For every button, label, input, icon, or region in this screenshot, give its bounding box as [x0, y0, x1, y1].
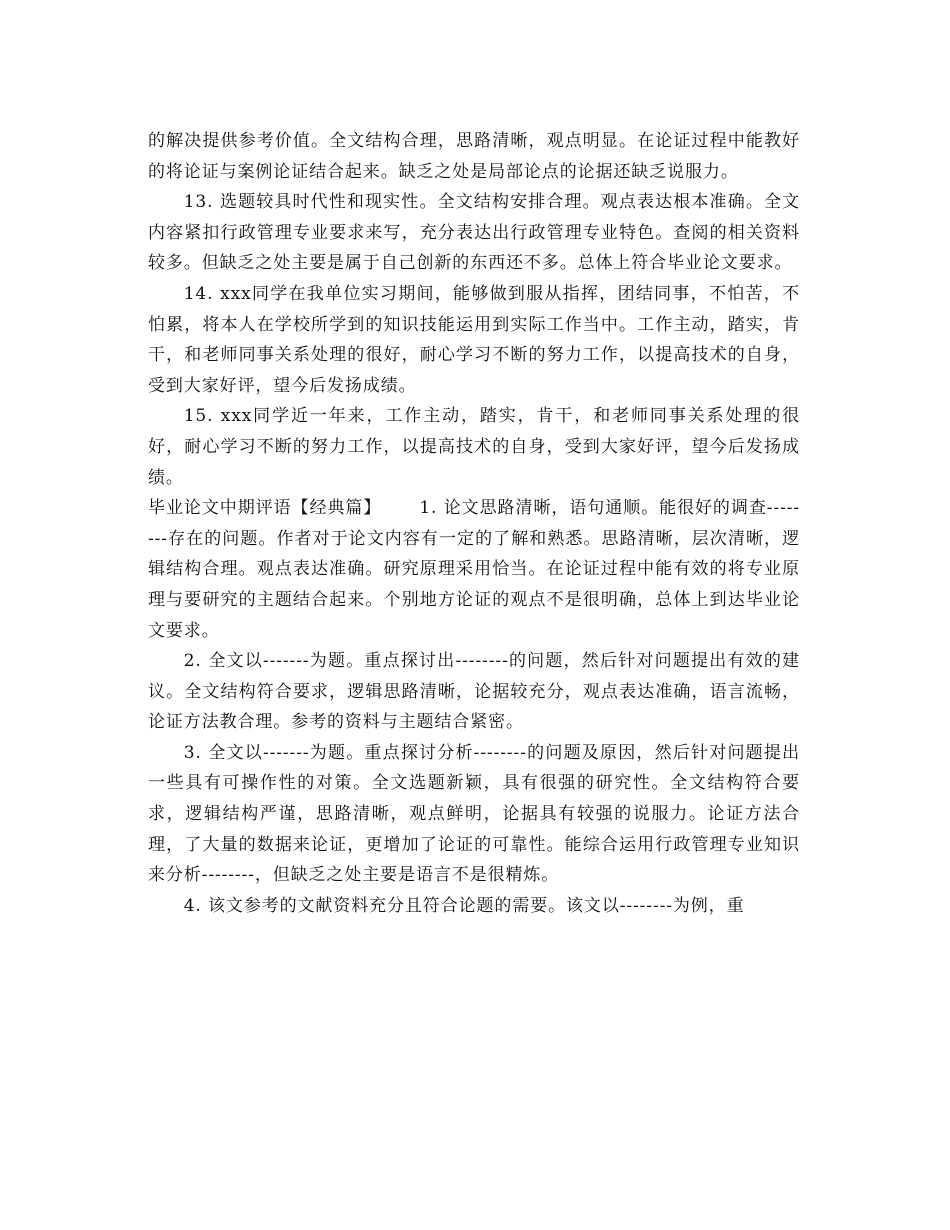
paragraph-number: 4.	[183, 895, 202, 916]
paragraph-15	[148, 401, 800, 493]
paragraph-2	[148, 646, 800, 738]
paragraph-section-1	[148, 493, 800, 646]
paragraph-text: 选题较具时代性和现实性。全文结构安排合理。观点表达根本准确。全文内容紧扣行政管理专业要求来写，充分表达出行政管理专业特色。查阅的相关资料较多。但缺乏之处主要是属于自己创新的东西还不多。总体上符合毕业论文要求。	[148, 192, 800, 274]
paragraph-number: 3.	[183, 742, 202, 763]
paragraph-text: xxx同学近一年来，工作主动，踏实，肯干，和老师同事关系处理的很好，耐心学习不断的努力工作，以提高技术的自身，受到大家好评，望今后发扬成绩。	[148, 406, 800, 488]
paragraph-3	[148, 738, 800, 891]
paragraph-number: 15.	[183, 406, 214, 427]
paragraph-text: 全文以-------为题。重点探讨分析--------的问题及原因，然后针对问题提出一些具有可操作性的对策。全文选题新颖，具有很强的研究性。全文结构符合要求，逻辑结构严谨，思路清晰，观点鲜明，论据具有较强的说服力。论证方法合理，了大量的数据来论证，更增加了论证的可靠性。能综合运用行政管理专业知识来分析--------，但缺乏之处主要是语言不是很精炼。	[148, 742, 800, 886]
paragraph-number: 2.	[183, 651, 202, 672]
paragraph-text: 该文参考的文献资料充分且符合论题的需要。该文以--------为例，重	[208, 895, 745, 916]
paragraph-number: 1.	[419, 498, 438, 519]
paragraph-text: 的解决提供参考价值。全文结构合理，思路清晰，观点明显。在论证过程中能教好的将论证与案例论证结合起来。缺乏之处是局部论点的论据还缺乏说服力。	[148, 131, 800, 182]
paragraph-continuation	[148, 126, 800, 187]
paragraph-text: 全文以-------为题。重点探讨出--------的问题，然后针对问题提出有效的建议。全文结构符合要求，逻辑思路清晰，论据较充分，观点表达准确，语言流畅，论证方法教合理。参考的资料与主题结合紧密。	[148, 651, 800, 733]
paragraph-text: 论文思路清晰，语句通顺。能很好的调查--------存在的问题。作者对于论文内容有一定的了解和熟悉。思路清晰，层次清晰，逻辑结构合理。观点表达准确。研究原理采用恰当。在论证过程中能有效的将专业原理与要研究的主题结合起来。个别地方论证的观点不是很明确，总体上到达毕业论文要求。	[148, 498, 800, 641]
paragraph-14	[148, 279, 800, 401]
document-page	[148, 126, 800, 921]
paragraph-4	[148, 891, 800, 922]
paragraph-13	[148, 187, 800, 279]
paragraph-number: 14.	[183, 283, 214, 304]
paragraph-number: 13.	[183, 192, 214, 213]
section-heading: 毕业论文中期评语【经典篇】	[148, 498, 382, 519]
paragraph-text: xxx同学在我单位实习期间，能够做到服从指挥，团结同事，不怕苦，不怕累，将本人在学校所学到的知识技能运用到实际工作当中。工作主动，踏实，肯干，和老师同事关系处理的很好，耐心学习不断的努力工作，以提高技术的自身，受到大家好评，望今后发扬成绩。	[148, 283, 800, 396]
